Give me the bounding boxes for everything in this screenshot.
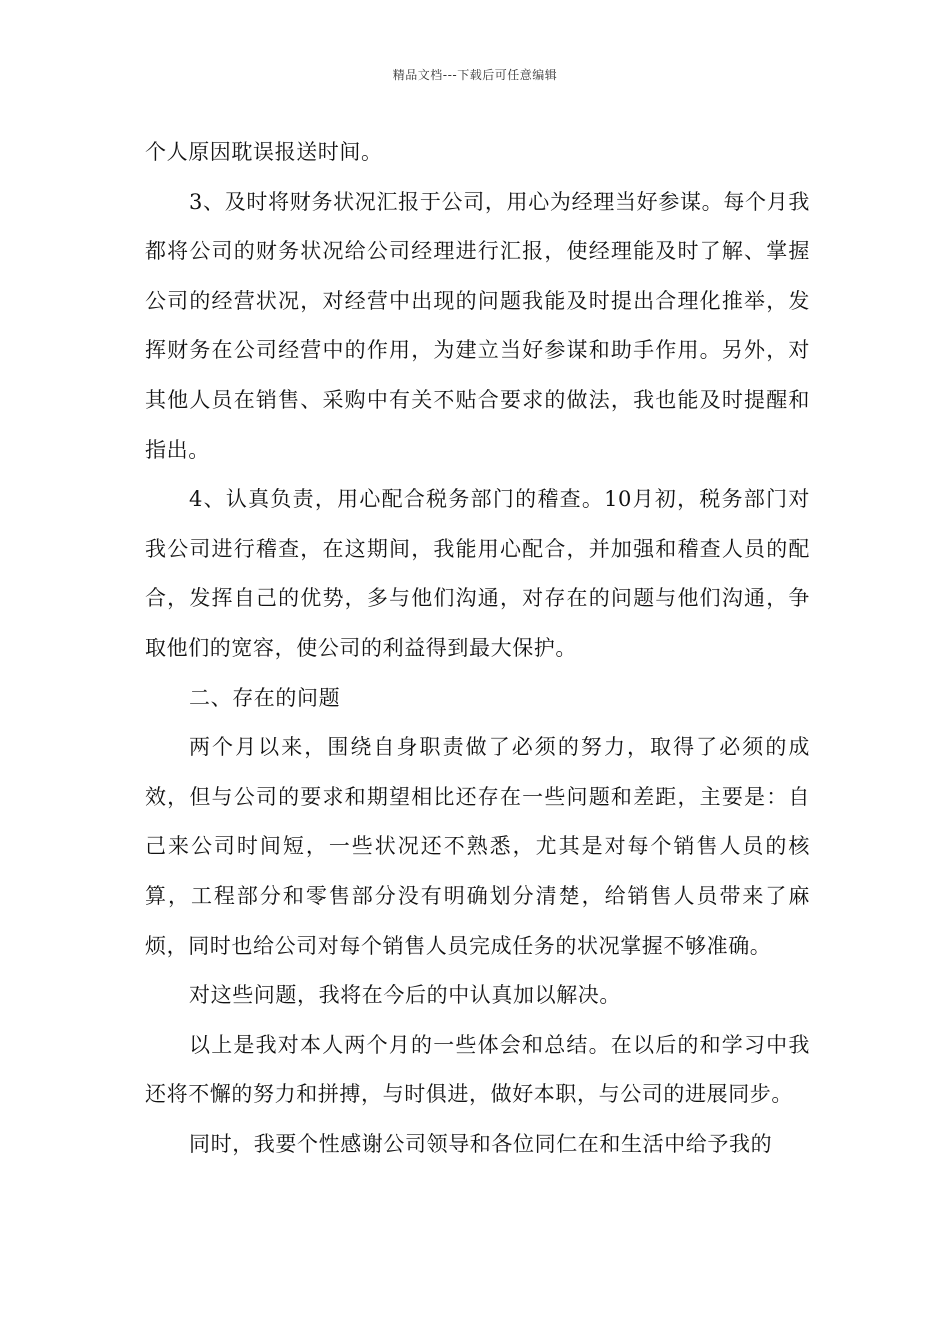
paragraph-resolution: 对这些问题，我将在今后的中认真加以解决。 [189,983,621,1008]
paragraph-item-4: 4、认真负责，用心配合税务部门的稽查。10月初，税务部门对我公司进行稽查，在这期间，我能用心配合，并加强和稽查人员的配合，发挥自己的优势，多与他们沟通，对存在的问题与他们沟通，争取他们的宽容，使公司的利益得到最大保护。 [145,487,810,660]
paragraph-thanks: 同时，我要个性感谢公司领导和各位同仁在和生活中给予我的 [189,1131,773,1156]
paragraph-problems: 两个月以来，围绕自身职责做了必须的努力，取得了必须的成效，但与公司的要求和期望相比还存在一些问题和差距，主要是：自己来公司时间短，一些状况还不熟悉，尤其是对每个销售人员的核算，工程部分和零售部分没有明确划分清楚，给销售人员带来了麻烦，同时也给公司对每个销售人员完成任务的状况掌握不够准确。 [145,735,810,958]
section-heading-problems: 二、存在的问题 [189,685,341,710]
document-body [145,128,810,1169]
paragraph-continuation: 个人原因耽误报送时间。 [145,140,383,164]
page-header: 精品文档---下载后可任意编辑 [392,68,558,82]
paragraph-item-3: 3、及时将财务状况汇报于公司，用心为经理当好参谋。每个月我都将公司的财务状况给公司经理进行汇报，使经理能及时了解、掌握公司的经营状况，对经营中出现的问题我能及时提出合理化推举，发挥财务在公司经营中的作用，为建立当好参谋和助手作用。另外，对其他人员在销售、采购中有关不贴合要求的做法，我也能及时提醒和指出。 [145,189,810,462]
paragraph-summary: 以上是我对本人两个月的一些体会和总结。在以后的和学习中我还将不懈的努力和拼搏，与时俱进，做好本职，与公司的进展同步。 [145,1032,810,1107]
